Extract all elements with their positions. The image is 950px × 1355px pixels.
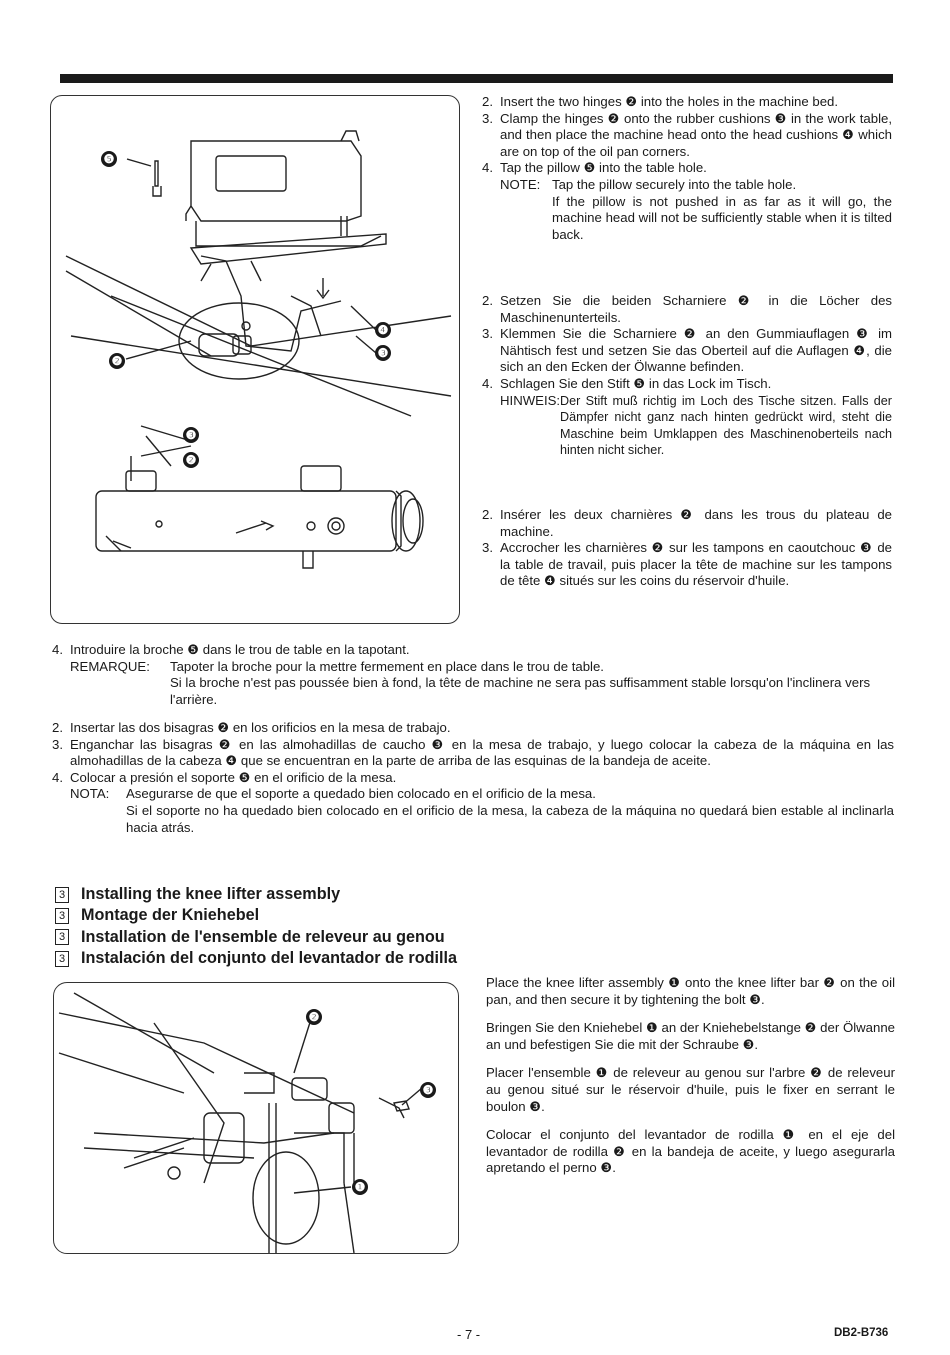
document-code: DB2-B736: [834, 1327, 889, 1339]
knee-lifter-spanish: Colocar el conjunto del levantador de rodilla ❶ en el eje del levantador de rodilla ❷ en la bandeja de aceite, y luego asegurarla apretando el perno ❸.: [486, 1127, 895, 1176]
french-step-4: 4. Introduire la broche ❺ dans le trou de table en la tapotant.: [52, 642, 410, 657]
figure1-callout-rubber-cushion: ❸: [375, 345, 391, 361]
english-step-2: 2. Insert the two hinges ❷ into the holes in the machine bed.: [482, 94, 839, 109]
german-step-3: 3. Klemmen Sie die Scharniere ❷ an den Gummiauflagen ❸ im Nähtisch fest und setzen Sie das Oberteil auf die Auflagen ❹, die sich an den Ecken der Ölwanne befinden.: [482, 326, 892, 375]
english-note: NOTE: Tap the pillow securely into the table hole. If the pillow is not pushed in as far as it will go, the machine head will not be sufficiently stable when it is tilted back.: [500, 176, 892, 242]
knee-lifter-german: Bringen Sie den Kniehebel ❶ an der Kniehebelstange ❷ der Ölwanne an und befestigen Sie die mit der Schraube ❸.: [486, 1020, 895, 1052]
figure1-callout-rubber-cushion-lower: ❸: [183, 427, 199, 443]
figure2-callout-knee-lifter-assembly: ❶: [352, 1179, 368, 1195]
heading-spanish: 3 Instalación del conjunto del levantador de rodilla: [55, 948, 457, 969]
spanish-step-2: 2. Insertar las dos bisagras ❷ en los orificios en la mesa de trabajo.: [52, 720, 451, 735]
figure1-callout-pillow: ❺: [101, 151, 117, 167]
section-headings: [55, 884, 457, 969]
spanish-note: NOTA: Asegurarse de que el soporte a quedado bien colocado en el orificio de la mesa. Si el soporte no ha quedado bien colocado en el orificio de la mesa, la cabeza de la máquina no quedará bien estable al inclinarla hacia atrás.: [70, 786, 894, 835]
machine-head-installation-figure: [50, 95, 460, 624]
german-note: HINWEIS: Der Stift muß richtig im Loch des Tische sitzen. Falls der Dämpfer nicht ganz nach hinten gedrückt wird, steht die Maschine beim Umklappen des Maschinenoberteils nach hinten nicht sicher.: [500, 392, 892, 458]
heading-german: 3 Montage der Kniehebel: [55, 905, 457, 926]
figure2-callout-bolt: ❸: [420, 1082, 436, 1098]
knee-lifter-english: Place the knee lifter assembly ❶ onto the knee lifter bar ❷ on the oil pan, and then secure it by tightening the bolt ❸.: [486, 975, 895, 1007]
german-step-2: 2. Setzen Sie die beiden Scharniere ❷ in die Löcher des Maschinenunterteils.: [482, 293, 892, 325]
french-step-3: 3. Accrocher les charnières ❷ sur les tampons en caoutchouc ❸ de la table de travail, puis placer la tête de machine sur les tampons de tête ❹ situés sur les coins du réservoir d'huile.: [482, 540, 892, 589]
knee-lifter-illustration: [54, 983, 458, 1253]
english-step-4: 4. Tap the pillow ❺ into the table hole.: [482, 160, 707, 176]
page-number: - 7 -: [457, 1327, 481, 1342]
figure1-callout-hinge-lower: ❷: [183, 452, 199, 468]
heading-english: 3 Installing the knee lifter assembly: [55, 884, 457, 905]
german-step-4: 4. Schlagen Sie den Stift ❺ in das Lock im Tisch.: [482, 375, 772, 391]
french-note: REMARQUE: Tapoter la broche pour la mettre fermement en place dans le trou de table. Si la broche n'est pas poussée bien à fond, la tête de machine ne sera pas suffisamment stable lorsqu'on l'inclinera vers l'arrière.: [70, 658, 871, 707]
german-instructions: [482, 293, 892, 459]
header-rule: [60, 74, 893, 83]
figure1-callout-head-cushion: ❹: [375, 322, 391, 338]
knee-lifter-instructions: [486, 975, 895, 1189]
figure2-callout-knee-lifter-bar: ❷: [306, 1009, 322, 1025]
spanish-step-4: 4. Colocar a presión el soporte ❺ en el orificio de la mesa.: [52, 769, 397, 785]
french-instructions: [482, 507, 892, 590]
knee-lifter-french: Placer l'ensemble ❶ de releveur au genou sur l'arbre ❷ de releveur au genou situé sur le réservoir d'huile, puis le fixer en serrant le boulon ❸.: [486, 1065, 895, 1114]
english-instructions: [482, 94, 892, 243]
knee-lifter-figure: [53, 982, 459, 1254]
spanish-instructions: [52, 720, 894, 836]
english-step-3: 3. Clamp the hinges ❷ onto the rubber cushions ❸ in the work table, and then place the machine head onto the head cushions ❹ which are on top of the oil pan corners.: [482, 110, 892, 159]
spanish-step-3: 3. Enganchar las bisagras ❷ en las almohadillas de caucho ❸ en la mesa de trabajo, y luego colocar la cabeza de la máquina en las almohadillas de la cabeza ❹ que se encuentran en la parte de arriba de las esquinas de la bandeja de aceite.: [52, 736, 894, 769]
figure1-callout-hinge: ❷: [109, 353, 125, 369]
heading-french: 3 Installation de l'ensemble de releveur au genou: [55, 927, 457, 948]
french-step-4-block: [52, 642, 894, 708]
french-step-2: 2. Insérer les deux charnières ❷ dans les trous du plateau de machine.: [482, 507, 892, 539]
